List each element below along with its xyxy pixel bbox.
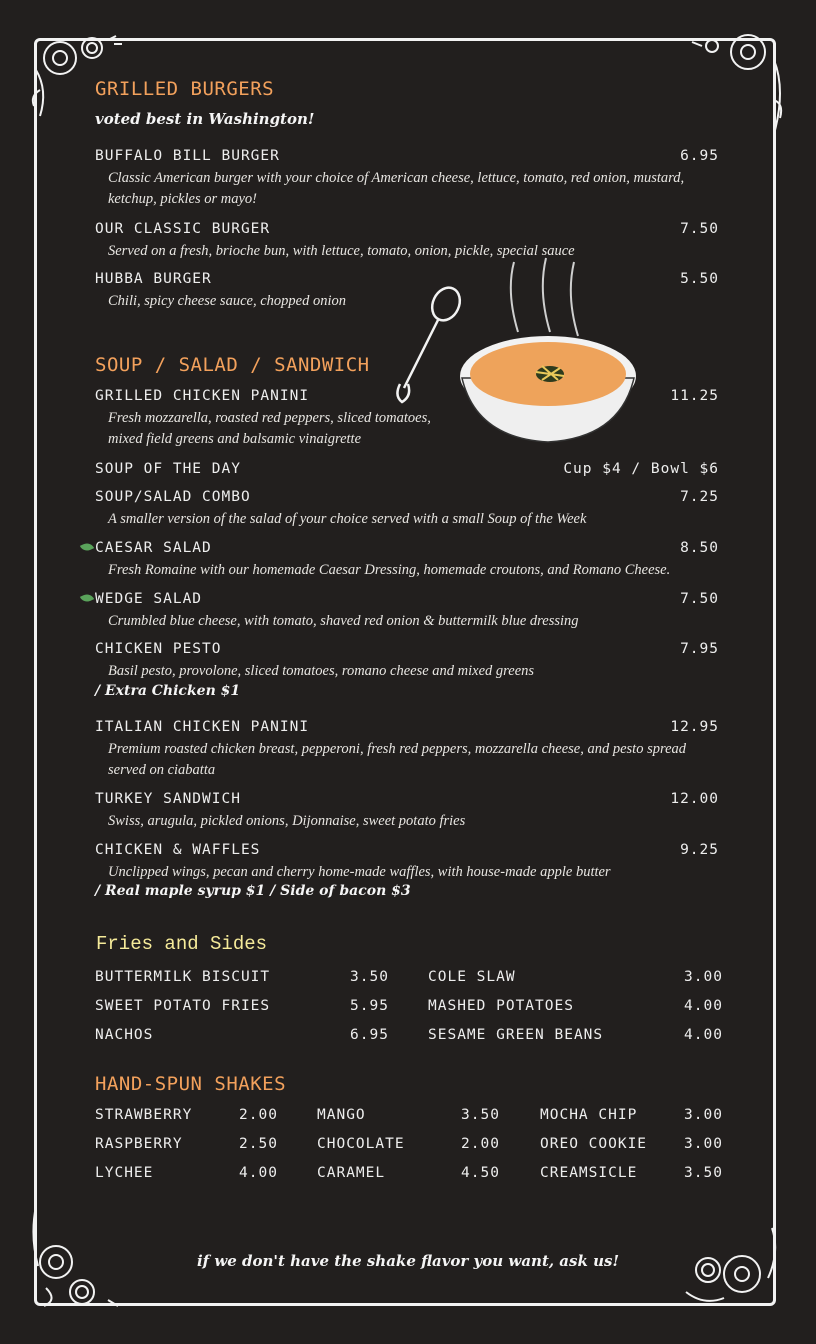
menu-item — [95, 271, 719, 312]
item-price: 6.95 — [680, 148, 719, 164]
shake-name: RASPBERRY — [95, 1136, 183, 1152]
item-name: BUFFALO BILL BURGER — [95, 148, 280, 164]
side-name: NACHOS — [95, 1027, 154, 1043]
item-price: 7.25 — [680, 489, 719, 505]
item-price: 7.50 — [680, 221, 719, 237]
item-description: Swiss, arugula, pickled onions, Dijonnaise, sweet potato fries — [108, 813, 466, 829]
shake-note: if we don't have the shake flavor you want, ask us! — [196, 1252, 620, 1270]
item-name: SOUP/SALAD COMBO — [95, 489, 251, 505]
item-price: 12.00 — [670, 791, 719, 807]
shake-name: CARAMEL — [317, 1165, 386, 1181]
shake-price: 4.50 — [461, 1165, 500, 1181]
menu-item — [95, 221, 719, 262]
menu-item — [95, 591, 719, 632]
item-price: 8.50 — [680, 540, 719, 556]
item-name: HUBBA BURGER — [95, 271, 212, 287]
item-name: CHICKEN PESTO — [95, 641, 222, 657]
item-description: Unclipped wings, pecan and cherry home-made waffles, with house-made apple butter — [108, 864, 611, 880]
side-price: 6.95 — [350, 1027, 389, 1043]
side-name: BUTTERMILK BISCUIT — [95, 969, 271, 985]
shake-name: CHOCOLATE — [317, 1136, 405, 1152]
shake-price: 2.00 — [239, 1107, 278, 1123]
item-name: ITALIAN CHICKEN PANINI — [95, 719, 310, 735]
item-price: Cup $4 / Bowl $6 — [563, 461, 719, 477]
item-name: GRILLED CHICKEN PANINI — [95, 388, 310, 404]
item-price: 9.25 — [680, 842, 719, 858]
flower-ornament-icon — [684, 1222, 784, 1318]
shake-name: STRAWBERRY — [95, 1107, 193, 1123]
item-name: OUR CLASSIC BURGER — [95, 221, 271, 237]
menu-item — [95, 842, 719, 883]
side-price: 3.00 — [684, 969, 723, 985]
menu-item — [95, 791, 719, 832]
menu-item — [95, 489, 719, 530]
side-name: COLE SLAW — [428, 969, 516, 985]
shake-name: MANGO — [317, 1107, 366, 1123]
menu-item — [95, 388, 719, 450]
shake-name: OREO COOKIE — [540, 1136, 648, 1152]
burgers-tagline: voted best in Washington! — [95, 110, 315, 128]
shake-name: LYCHEE — [95, 1165, 154, 1181]
item-name: SOUP OF THE DAY — [95, 461, 241, 477]
item-price: 7.95 — [680, 641, 719, 657]
shake-price: 3.50 — [461, 1107, 500, 1123]
shakes-section-title: HAND-SPUN SHAKES — [95, 1073, 287, 1095]
flower-ornament-icon — [690, 30, 790, 140]
side-price: 3.50 — [350, 969, 389, 985]
item-description: Fresh Romaine with our homemade Caesar Dressing, homemade croutons, and Romano Cheese. — [108, 562, 671, 578]
menu-item — [95, 540, 719, 581]
item-description: Chili, spicy cheese sauce, chopped onion — [108, 293, 346, 309]
soup-section-title: SOUP / SALAD / SANDWICH — [95, 354, 370, 376]
side-name: SESAME GREEN BEANS — [428, 1027, 604, 1043]
menu-item — [95, 148, 719, 210]
item-description: Premium roasted chicken breast, pepperoni, fresh red peppers, mozzarella cheese, and pesto spread served on ciabatta — [108, 741, 687, 778]
item-description: Fresh mozzarella, roasted red peppers, sliced tomatoes, mixed field greens and balsamic vinaigrette — [108, 410, 431, 447]
shake-price: 4.00 — [239, 1165, 278, 1181]
item-description: Classic American burger with your choice of American cheese, lettuce, tomato, red onion, mustard, ketchup, pickles or mayo! — [108, 170, 685, 207]
shake-price: 3.00 — [684, 1136, 723, 1152]
side-price: 4.00 — [684, 1027, 723, 1043]
item-price: 11.25 — [670, 388, 719, 404]
item-description: A smaller version of the salad of your choice served with a small Soup of the Week — [108, 511, 587, 527]
shake-name: MOCHA CHIP — [540, 1107, 638, 1123]
item-description: Served on a fresh, brioche bun, with lettuce, tomato, onion, pickle, special sauce — [108, 243, 575, 259]
item-price: 5.50 — [680, 271, 719, 287]
shake-price: 3.00 — [684, 1107, 723, 1123]
side-price: 4.00 — [684, 998, 723, 1014]
menu-item — [95, 719, 719, 781]
item-description: Crumbled blue cheese, with tomato, shaved red onion & buttermilk blue dressing — [108, 613, 579, 629]
item-name: CHICKEN & WAFFLES — [95, 842, 261, 858]
shake-price: 3.50 — [684, 1165, 723, 1181]
menu-item — [95, 461, 719, 477]
burgers-section-title: GRILLED BURGERS — [95, 78, 275, 100]
side-price: 5.95 — [350, 998, 389, 1014]
shake-price: 2.50 — [239, 1136, 278, 1152]
item-name: CAESAR SALAD — [95, 540, 212, 556]
item-description: Basil pesto, provolone, sliced tomatoes, romano cheese and mixed greens — [108, 663, 535, 679]
sides-section-title: Fries and Sides — [96, 933, 268, 955]
menu-item — [95, 641, 719, 682]
item-name: TURKEY SANDWICH — [95, 791, 241, 807]
shake-name: CREAMSICLE — [540, 1165, 638, 1181]
item-extra: / Real maple syrup $1 / Side of bacon $3 — [95, 883, 411, 899]
shake-price: 2.00 — [461, 1136, 500, 1152]
item-price: 7.50 — [680, 591, 719, 607]
side-name: MASHED POTATOES — [428, 998, 574, 1014]
item-name: WEDGE SALAD — [95, 591, 203, 607]
side-name: SWEET POTATO FRIES — [95, 998, 271, 1014]
item-price: 12.95 — [670, 719, 719, 735]
item-extra: / Extra Chicken $1 — [95, 683, 241, 699]
